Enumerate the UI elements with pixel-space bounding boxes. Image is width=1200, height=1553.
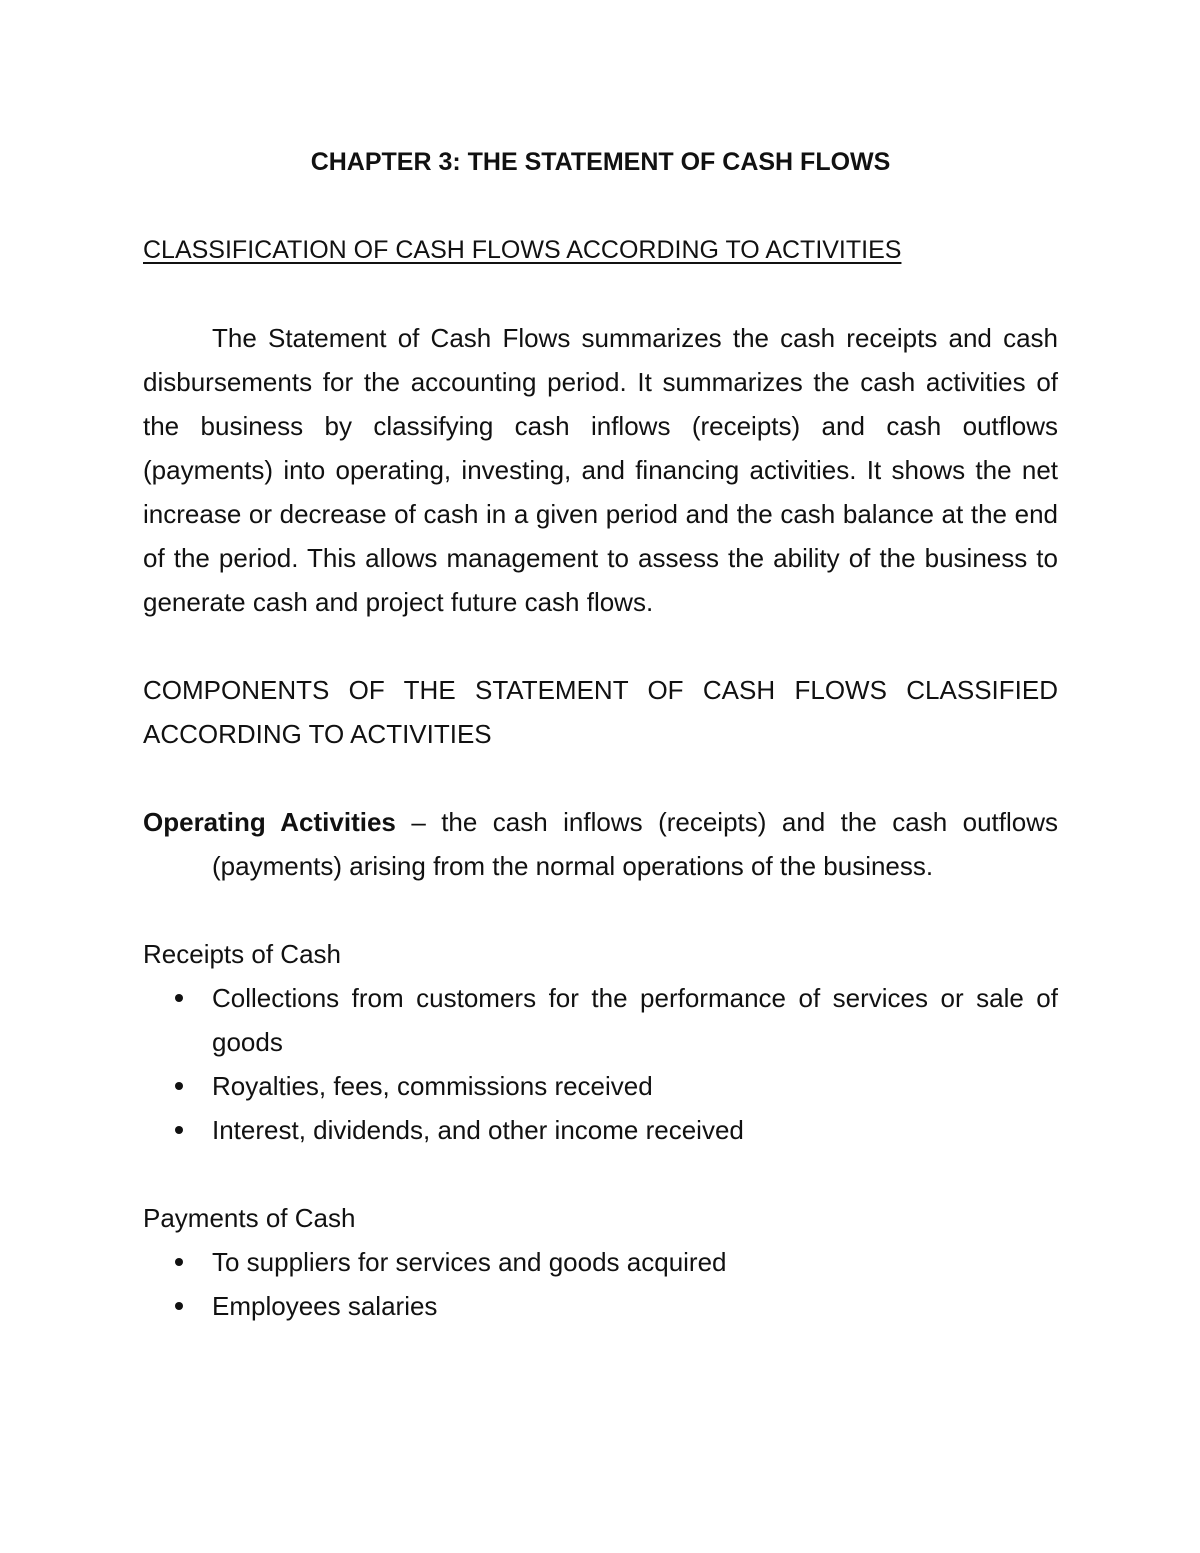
payments-list bbox=[143, 1240, 1058, 1328]
document-body bbox=[143, 140, 1058, 1328]
chapter-title: CHAPTER 3: THE STATEMENT OF CASH FLOWS bbox=[310, 148, 891, 176]
list-item bbox=[143, 1108, 1058, 1152]
operating-activities-text: – the cash inflows (receipts) and the cash outflows (payments) arising from the normal operations of the business. bbox=[212, 807, 1059, 881]
operating-activities-term: Operating Activities bbox=[143, 807, 396, 837]
list-item-text: To suppliers for services and goods acquired bbox=[212, 1247, 727, 1277]
bullet-icon bbox=[175, 1126, 183, 1134]
list-item-text: Collections from customers for the performance of services or sale of goods bbox=[212, 983, 1058, 1057]
list-item bbox=[143, 1240, 1058, 1284]
bullet-icon bbox=[175, 994, 183, 1002]
list-item bbox=[143, 1284, 1058, 1328]
bullet-icon bbox=[175, 1302, 183, 1310]
bullet-icon bbox=[175, 1258, 183, 1266]
list-item-text: Interest, dividends, and other income received bbox=[212, 1115, 744, 1145]
list-item-text: Royalties, fees, commissions received bbox=[212, 1071, 653, 1101]
list-item bbox=[143, 976, 1058, 1064]
list-item bbox=[143, 1064, 1058, 1108]
list-item-text: Employees salaries bbox=[212, 1291, 438, 1321]
components-heading: COMPONENTS OF THE STATEMENT OF CASH FLOWS CLASSIFIED ACCORDING TO ACTIVITIES bbox=[143, 675, 1058, 749]
receipts-label: Receipts of Cash bbox=[143, 939, 341, 969]
payments-label: Payments of Cash bbox=[143, 1203, 356, 1233]
operating-activities-definition bbox=[143, 800, 1058, 888]
receipts-list bbox=[143, 976, 1058, 1152]
section-subheading: CLASSIFICATION OF CASH FLOWS ACCORDING TO ACTIVITIES bbox=[143, 236, 902, 264]
bullet-icon bbox=[175, 1082, 183, 1090]
intro-paragraph: The Statement of Cash Flows summarizes the cash receipts and cash disbursements for the accounting period. It summarizes the cash activities of the business by classifying cash inflows (receipts) and cash outflows (payments) into operating, investing, and financing activities. It shows the net increase or decrease of cash in a given period and the cash balance at the end of the period. This allows management to assess the ability of the business to generate cash and project future cash flows. bbox=[143, 323, 1058, 617]
